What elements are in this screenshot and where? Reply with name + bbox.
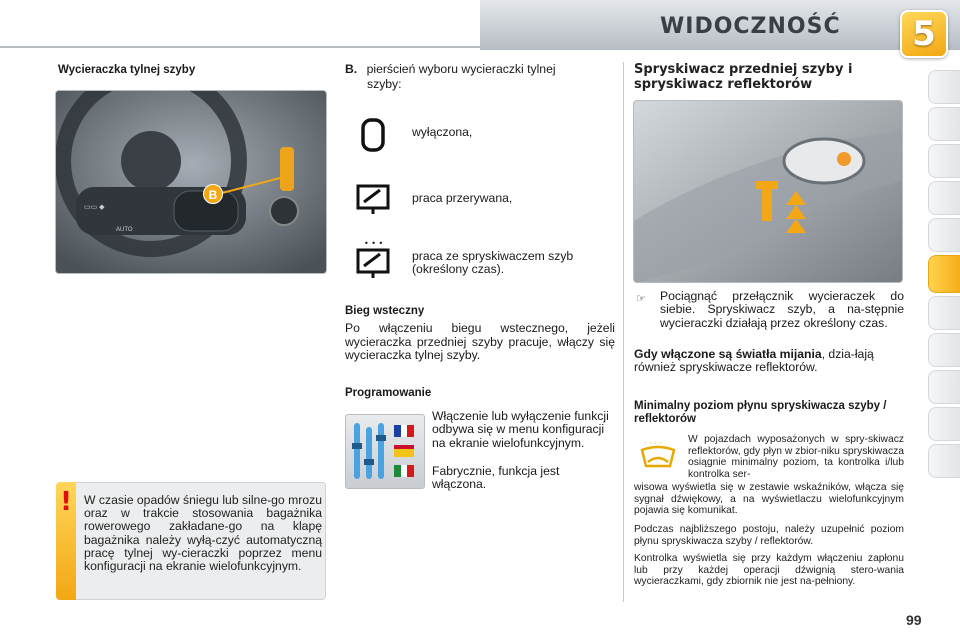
chapter-badge: 5: [900, 10, 948, 58]
column-divider: [623, 62, 624, 602]
svg-text:· · · ·: · · · ·: [644, 439, 662, 448]
svg-text:AUTO: AUTO: [116, 227, 133, 233]
chapter-tabs: [928, 70, 960, 481]
programming-text-1: Włączenie lub wyłączenie funkcji odbywa się w menu konfiguracji na ekranie wielofunkcyjnym.: [432, 409, 609, 450]
warning-icon: !: [60, 487, 72, 517]
page-number: 99: [906, 612, 922, 628]
headlamp-illustration: [634, 101, 903, 283]
chapter-tab-active[interactable]: [928, 255, 960, 293]
fluid-text-3: Kontrolka wyświetla się przy każdym włączeniu zapłonu lub przy każdej operacji dźwignią stero-wania wycieraczkami, gdy zbiornik nie jest na-pełniony.: [634, 553, 904, 588]
chapter-tab[interactable]: [928, 333, 960, 367]
dipped-beam-label: Gdy włączone są światła mijania: [634, 347, 822, 361]
ring-b-text-continued: szyby:: [367, 77, 402, 91]
chapter-tab[interactable]: [928, 218, 960, 252]
header-divider: [0, 46, 960, 48]
chapter-tab[interactable]: [928, 144, 960, 178]
svg-text:▭▭ ◆: ▭▭ ◆: [84, 204, 105, 211]
fluid-text-2: Podczas najbliższego postoju, należy uzupełnić poziom płynu spryskiwacza szyby / reflektorów.: [634, 524, 904, 547]
rear-wiper-wash-icon: [354, 238, 388, 278]
ring-b-description: [345, 62, 615, 76]
fluid-text-1: W pojazdach wyposażonych w spry-skiwacz reflektorów, gdy płyn w zbior-niku spryskiwacza osiągnie minimalny poziom, ta kontrolka i/lub kontrolka ser-: [688, 434, 904, 480]
washer-fluid-warning-icon: [638, 436, 678, 472]
rear-wiper-intermittent-icon: [354, 180, 388, 220]
page-title: WIDOCZNOŚĆ: [660, 14, 841, 39]
ring-b-marker-label: B: [208, 188, 218, 202]
rear-wiper-off-icon: [358, 116, 392, 156]
chapter-tab[interactable]: [928, 181, 960, 215]
chapter-tab[interactable]: [928, 107, 960, 141]
headlight-washers-text: [634, 348, 904, 375]
chapter-tab[interactable]: [928, 444, 960, 478]
ring-b-text: pierścień wyboru wycieraczki tylnej: [366, 62, 556, 76]
fluid-text-1b: wisowa wyświetla się w zestawie wskaźników, włącza się sygnał dźwiękowy, a na wyświetlaczu wielofunkcyjnym pojawia się komunikat.: [634, 482, 904, 517]
svg-text:• • •: • • •: [364, 239, 384, 248]
instruction-bullet-icon: ☞: [636, 293, 646, 305]
reverse-gear-heading: Bieg wsteczny: [345, 305, 425, 317]
mode-intermittent-text: praca przerywana,: [412, 191, 513, 205]
headlamp-photo: [633, 100, 903, 283]
fluid-level-heading: Minimalny poziom płynu spryskiwacza szyby / reflektorów: [634, 400, 887, 425]
reverse-gear-text: Po włączeniu biegu wstecznego, jeżeli wycieraczka przedniej szyby pracuje, włączy się wycieraczka tylnej szyby.: [345, 321, 615, 363]
ring-b-label: B.: [345, 62, 358, 76]
page-header: [0, 0, 960, 58]
mode-wash-text: praca ze spryskiwaczem szyb (określony czas).: [412, 249, 574, 276]
washer-heading: Spryskiwacz przedniej szyby i spryskiwacz reflektorów: [634, 62, 853, 92]
pull-stalk-text: Pociągnąć przełącznik wycieraczek do siebie. Spryskiwacz szyb, a na-stępnie wycieraczki działają przez określony czas.: [660, 289, 904, 330]
steering-wheel-photo: [55, 90, 327, 274]
programming-text-2: Fabrycznie, funkcja jest włączona.: [432, 464, 560, 492]
multifunction-screen-icon: [345, 414, 425, 489]
mode-off-text: wyłączona,: [412, 125, 473, 139]
steering-wheel-illustration: [56, 91, 327, 274]
dipped-beam-text: , dzia-łają również spryskiwacze reflektorów.: [634, 347, 874, 375]
chapter-tab[interactable]: [928, 296, 960, 330]
ring-b-marker: [203, 184, 223, 204]
chapter-tab[interactable]: [928, 407, 960, 441]
chapter-tab[interactable]: [928, 370, 960, 404]
programming-heading: Programowanie: [345, 387, 432, 399]
warning-text: W czasie opadów śniegu lub silne-go mrozu oraz w trakcie stosowania bagażnika rowerowego zakładane-go na klapę bagażnika należy wyłą-czyć automatyczną pracę tylnej wy-cieraczki poprzez menu konfiguracji na ekranie wielofunkcyjnym.: [84, 493, 322, 574]
chapter-tab[interactable]: [928, 70, 960, 104]
rear-wiper-heading: Wycieraczka tylnej szyby: [58, 64, 196, 76]
